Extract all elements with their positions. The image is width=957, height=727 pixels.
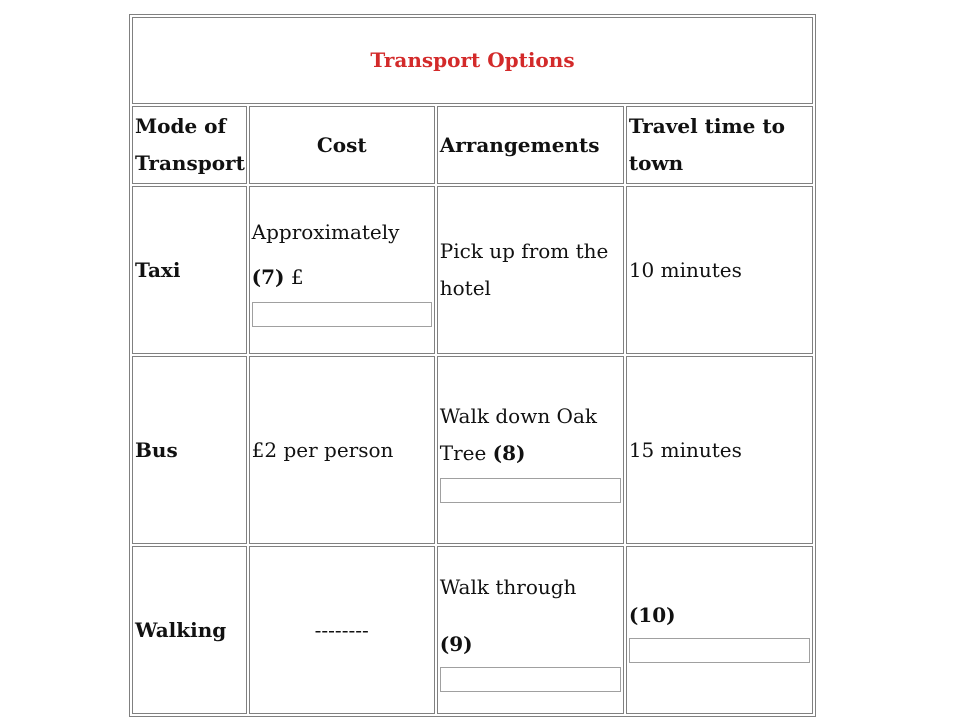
question-10-label: (10): [628, 603, 676, 627]
transport-options-table: [129, 14, 816, 717]
cost-taxi-line: [252, 259, 432, 296]
cost-walking: --------: [249, 546, 435, 714]
answer-input-7[interactable]: [252, 302, 432, 327]
mode-walking: Walking: [132, 546, 247, 714]
mode-taxi: Taxi: [132, 186, 247, 354]
pound-sign: £: [290, 264, 304, 289]
arrangements-taxi: Pick up from the hotel: [437, 186, 624, 354]
mode-bus: Bus: [132, 356, 247, 544]
table-row-taxi: [132, 186, 813, 354]
answer-input-9[interactable]: [440, 667, 621, 692]
arrangements-walking-text: Walk through: [439, 574, 577, 599]
header-cost: Cost: [249, 106, 435, 184]
header-mode: Mode of Transport: [132, 106, 247, 184]
header-travel-time: Travel time to town: [626, 106, 813, 184]
cost-bus: £2 per person: [249, 356, 435, 544]
time-bus: 15 minutes: [626, 356, 813, 544]
arrangements-walking: [437, 546, 624, 714]
header-arrangements: Arrangements: [437, 106, 624, 184]
arrangements-bus: [437, 356, 624, 544]
time-walking: [626, 546, 813, 714]
cost-taxi: [249, 186, 435, 354]
table-row-bus: [132, 356, 813, 544]
arrangements-bus-text: Walk down Oak Tree: [439, 403, 597, 465]
question-9-label: (9): [439, 631, 473, 656]
question-8-label: (8): [492, 440, 526, 465]
question-7-label: (7): [251, 264, 285, 289]
table-row-walking: [132, 546, 813, 714]
transport-table-wrapper: [129, 14, 816, 717]
header-row: [132, 106, 813, 184]
answer-input-8[interactable]: [440, 478, 621, 503]
cost-taxi-prefix: Approximately: [251, 219, 400, 244]
answer-input-10[interactable]: [629, 638, 810, 663]
time-taxi: 10 minutes: [626, 186, 813, 354]
table-title: Transport Options: [132, 17, 813, 104]
